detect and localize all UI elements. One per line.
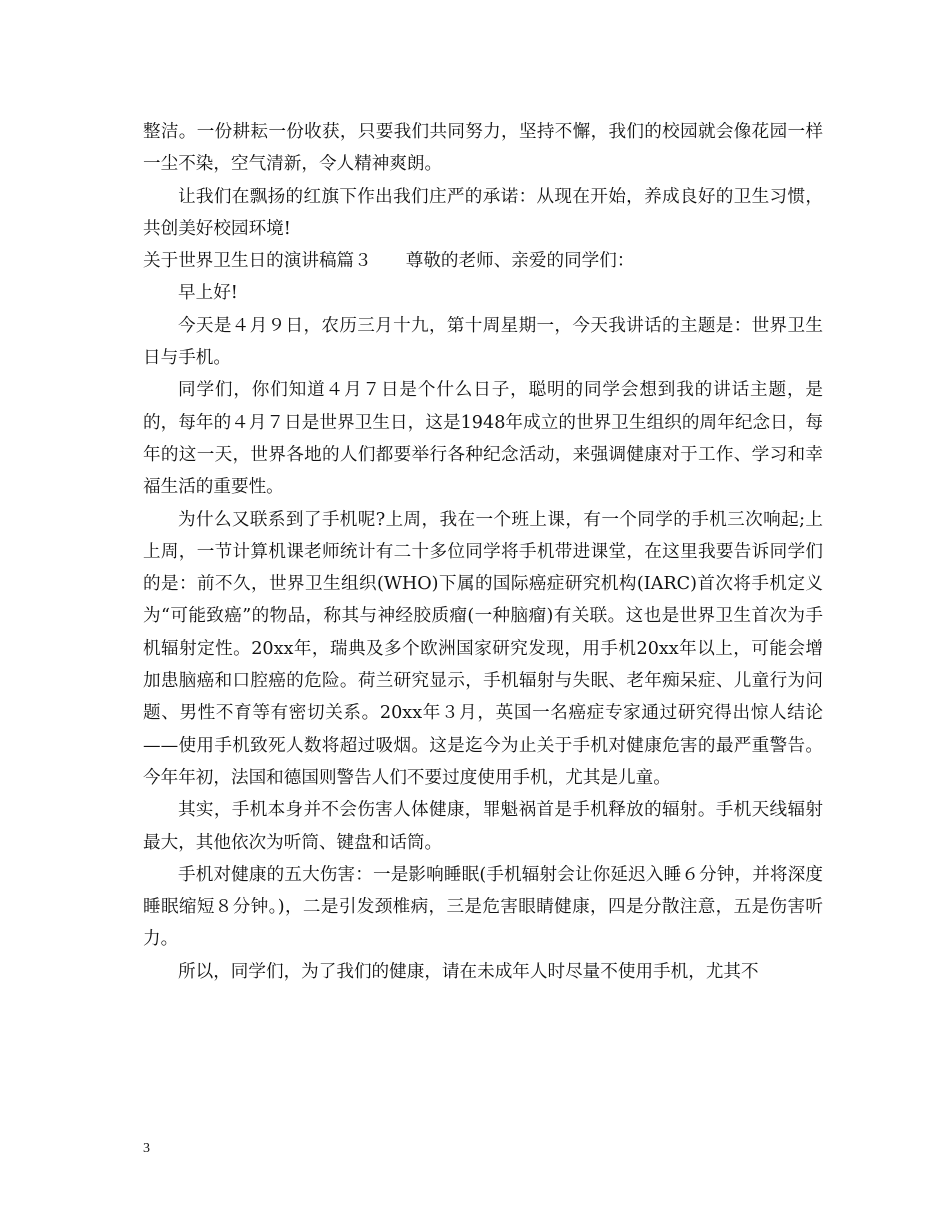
speech-heading-line — [143, 245, 823, 277]
paragraph-world-health-day: 同学们，你们知道４月７日是个什么日子，聪明的同学会想到我的讲话主题，是的，每年的４月７日是世界卫生日，这是1948年成立的世界卫生组织的周年纪念日，每年的这一天，世界各地的人们都要举行各种纪念活动，来强调健康对于工作、学习和幸福生活的重要性。 — [143, 380, 823, 498]
paragraph-conclusion: 所以，同学们，为了我们的健康，请在未成年人时尽量不使用手机，尤其不 — [178, 961, 759, 982]
paragraph-1: 整洁。一份耕耘一份收获，只要我们共同努力，坚持不懈，我们的校园就会像花园一样一尘不染，空气清新，令人精神爽朗。 — [143, 122, 823, 175]
paragraph-five-harms: 手机对健康的五大伤害：一是影响睡眠(手机辐射会让你延迟入睡６分钟，并将深度睡眠缩短８分钟。)，二是引发颈椎病，三是危害眼睛健康，四是分散注意，五是伤害听力。 — [143, 864, 823, 950]
paragraph-2: 让我们在飘扬的红旗下作出我们庄严的承诺：从现在开始，养成良好的卫生习惯，共创美好校园环境! — [143, 186, 823, 239]
speech-title: 关于世界卫生日的演讲稿篇３ — [143, 251, 372, 272]
paragraph-greeting: 早上好! — [178, 283, 238, 304]
speech-salutation: 尊敬的老师、亲爱的同学们： — [405, 251, 635, 272]
document-body — [143, 116, 823, 988]
page-number: 3 — [143, 1141, 150, 1156]
paragraph-phone-radiation: 为什么又联系到了手机呢?上周，我在一个班上课，有一个同学的手机三次响起;上上周，一节计算机课老师统计有二十多位同学将手机带进课堂，在这里我要告诉同学们的是：前不久，世界卫生组织(WHO)下属的国际癌症研究机构(IARC)首次将手机定义为“可能致癌”的物品，称其与神经胶质瘤(一种脑瘤)有关联。这也是世界卫生首次为手机辐射定性。20xx年，瑞典及多个欧洲国家研究发现，用手机20xx年以上，可能会增加患脑癌和口腔癌的危险。荷兰研究显示，手机辐射与失眠、老年痴呆症、儿童行为问题、男性不育等有密切关系。20xx年３月，英国一名癌症专家通过研究得出惊人结论——使用手机致死人数将超过吸烟。这是迄今为止关于手机对健康危害的最严重警告。今年年初，法国和德国则警告人们不要过度使用手机，尤其是儿童。 — [143, 509, 823, 788]
paragraph-radiation-source: 其实，手机本身并不会伤害人体健康，罪魁祸首是手机释放的辐射。手机天线辐射最大，其他依次为听筒、键盘和话筒。 — [143, 800, 823, 853]
paragraph-topic: 今天是４月９日，农历三月十九，第十周星期一，今天我讲话的主题是：世界卫生日与手机。 — [143, 315, 823, 369]
